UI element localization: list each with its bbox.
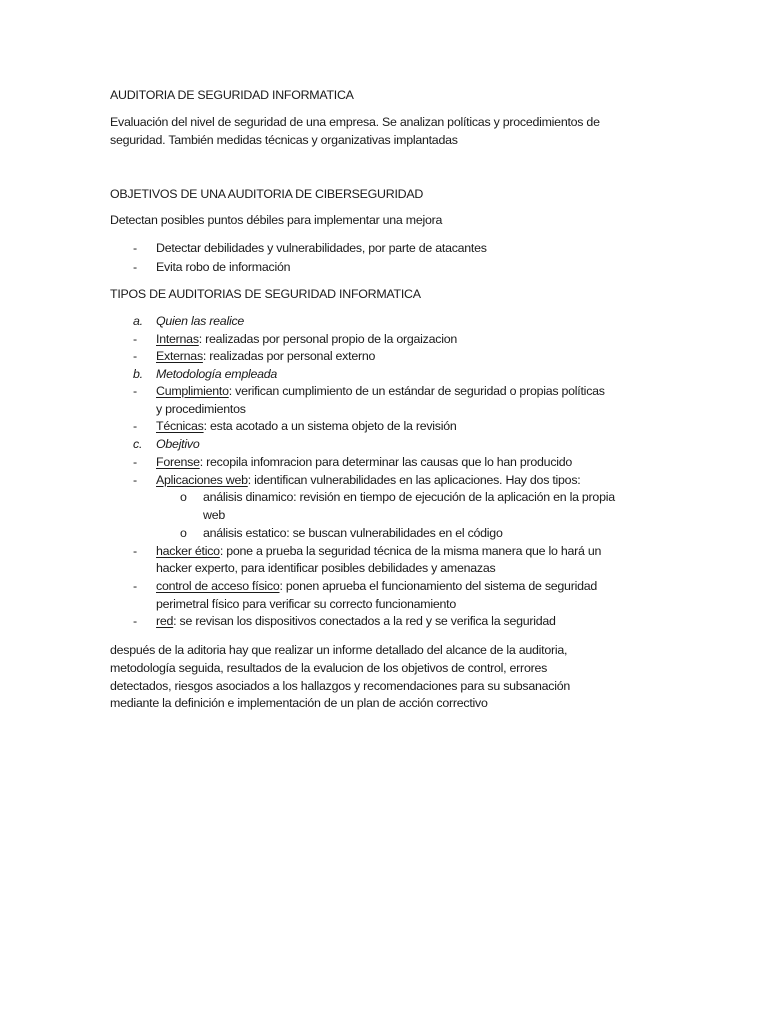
bullet-dash: - (133, 473, 137, 487)
bullet-dash: - (133, 332, 137, 346)
document-title: AUDITORIA DE SEGURIDAD INFORMATICA (110, 88, 354, 102)
list-item (156, 383, 605, 399)
term: control de acceso físico (156, 579, 280, 593)
list-item: Detectar debilidades y vulnerabilidades, por parte de atacantes (156, 241, 487, 255)
bullet-dash: - (133, 579, 137, 593)
term: red (156, 614, 174, 628)
list-marker: b. (133, 367, 143, 381)
term-desc: : realizadas por personal externo (202, 349, 376, 363)
term-desc: : ponen aprueba el funcionamiento del sistema de seguridad (279, 579, 598, 593)
term-desc: : identifican vulnerabilidades en las aplicaciones. Hay dos tipos: (247, 473, 581, 487)
list-item (156, 348, 375, 364)
conclusion-line: metodología seguida, resultados de la evalucion de los objetivos de control, errores (110, 661, 548, 675)
term-desc: : esta acotado a un sistema objeto de la revisión (203, 419, 457, 433)
bullet-circle: o (180, 490, 187, 504)
term: Externas (156, 349, 203, 363)
term-desc: : pone a prueba la seguridad técnica de la misma manera que lo hará un (219, 544, 602, 558)
conclusion-line: después de la aditoria hay que realizar un informe detallado del alcance de la auditoria, (110, 643, 568, 657)
category-label: Quien las realice (156, 314, 245, 328)
conclusion-line: detectados, riesgos asociados a los hallazgos y recomendaciones para su subsanación (110, 679, 571, 693)
sub-list-item: análisis dinamico: revisión en tiempo de ejecución de la aplicación en la propia (203, 490, 615, 504)
term: Internas (156, 332, 199, 346)
conclusion-line: mediante la definición e implementación de un plan de acción correctivo (110, 696, 488, 710)
category-label: Metodología empleada (156, 367, 278, 381)
term-desc: : recopila infomracion para determinar las causas que lo han producido (199, 455, 573, 469)
term: Forense (156, 455, 200, 469)
intro-line: Evaluación del nivel de seguridad de una empresa. Se analizan políticas y procedimientos de (110, 115, 600, 129)
list-item (156, 331, 457, 347)
bullet-dash: - (133, 419, 137, 433)
list-item (156, 472, 580, 488)
bullet-dash: - (133, 384, 137, 398)
list-item-cont: perimetral físico para verificar su correcto funcionamiento (156, 597, 456, 611)
objetivos-text: Detectan posibles puntos débiles para implementar una mejora (110, 213, 443, 227)
list-item (156, 613, 556, 629)
sub-list-item: análisis estatico: se buscan vulnerabilidades en el código (203, 526, 503, 540)
list-item (156, 578, 597, 594)
list-item (156, 543, 601, 559)
list-item-cont: hacker experto, para identificar posibles debilidades y amenazas (156, 561, 496, 575)
intro-line: seguridad. También medidas técnicas y organizativas implantadas (110, 133, 458, 147)
term: Técnicas (156, 419, 204, 433)
term-desc: : verifican cumplimiento de un estándar de seguridad o propias políticas (228, 384, 605, 398)
term: Cumplimiento (156, 384, 229, 398)
bullet-dash: - (133, 260, 137, 274)
tipos-heading: TIPOS DE AUDITORIAS DE SEGURIDAD INFORMATICA (110, 287, 421, 301)
category-label: Obejtivo (156, 437, 200, 451)
list-marker: c. (133, 437, 143, 451)
sub-list-item-cont: web (203, 508, 225, 522)
term-desc: : se revisan los dispositivos conectados a la red y se verifica la seguridad (173, 614, 556, 628)
list-item: Evita robo de información (156, 260, 291, 274)
list-item (156, 454, 572, 470)
bullet-circle: o (180, 526, 187, 540)
list-item-cont: y procedimientos (156, 402, 246, 416)
bullet-dash: - (133, 455, 137, 469)
term: Aplicaciones web (156, 473, 248, 487)
list-marker: a. (133, 314, 143, 328)
bullet-dash: - (133, 349, 137, 363)
bullet-dash: - (133, 614, 137, 628)
list-item (156, 418, 457, 434)
term-desc: : realizadas por personal propio de la orgaizacion (198, 332, 457, 346)
bullet-dash: - (133, 544, 137, 558)
objetivos-heading: OBJETIVOS DE UNA AUDITORIA DE CIBERSEGURIDAD (110, 187, 424, 201)
term: hacker ético (156, 544, 220, 558)
bullet-dash: - (133, 241, 137, 255)
